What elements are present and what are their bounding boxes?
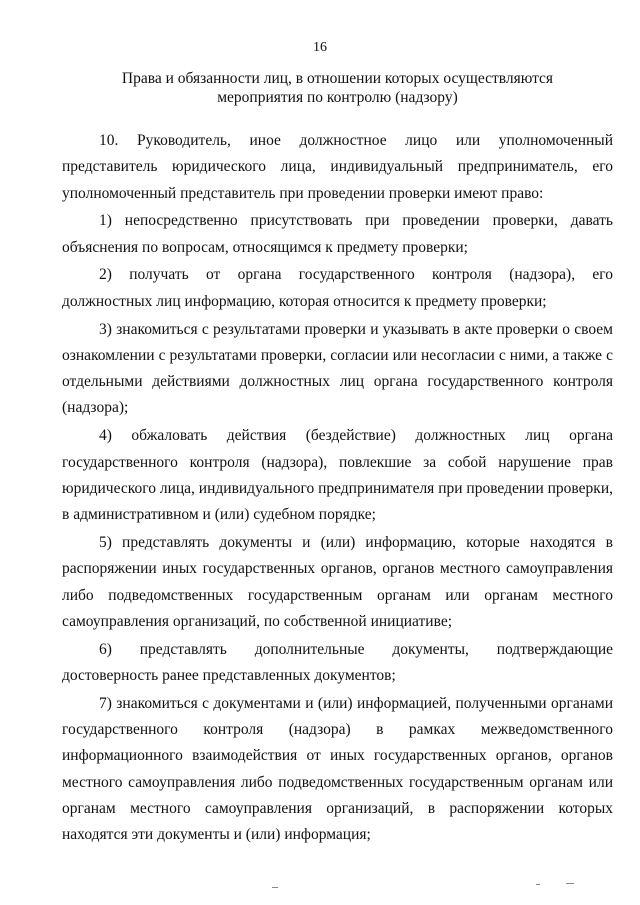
page-number: 16 <box>313 40 327 55</box>
paragraph-item-6: 6) представлять дополнительные документы, подтверждающие достоверность ранее представленных документов; <box>62 640 613 684</box>
paragraph-item-5: 5) представлять документы и (или) информацию, которые находятся в распоряжении иных государственных органов, органов местного самоуправления либо подведомственных государственным органам или органам местного самоуправления организаций, по собственной инициативе; <box>62 533 613 630</box>
scan-speck <box>272 887 278 888</box>
paragraph-10: 10. Руководитель, иное должностное лицо или уполномоченный представитель юридического лица, индивидуальный предприниматель, его уполномоченный представитель при проведении проверки имеют право: <box>62 132 613 202</box>
document-body <box>62 128 613 850</box>
paragraph-item-2: 2) получать от органа государственного контроля (надзора), его должностных лиц информацию, которая относится к предмету проверки; <box>62 266 613 310</box>
paragraph-item-7: 7) знакомиться с документами и (или) информацией, полученными органами государственного контроля (надзора) в рамках межведомственного информационного взаимодействия от иных государственных органов, органов местного самоуправления либо подведомственных государственным органам или органам местного самоуправления организаций, в распоряжении которых находятся эти документы и (или) информация; <box>62 694 613 844</box>
paragraph-item-4: 4) обжаловать действия (бездействие) должностных лиц органа государственного контроля (надзора), повлекшие за собой нарушение прав юридического лица, индивидуального предпринимателя при проведении проверки, в административном и (или) судебном порядке; <box>62 427 613 524</box>
section-title-line-1: Права и обязанности лиц, в отношении которых осуществляются <box>121 70 554 87</box>
section-title-line-2: мероприятия по контролю (надзору) <box>217 89 458 106</box>
paragraph-item-3: 3) знакомиться с результатами проверки и указывать в акте проверки о своем ознакомлении с результатами проверки, согласии или несогласии с ними, а также с отдельными действиями должностных лиц органа государственного контроля (надзора); <box>62 320 613 417</box>
section-title <box>62 69 613 107</box>
scan-speck <box>566 883 574 884</box>
scan-speck <box>536 884 540 885</box>
paragraph-item-1: 1) непосредственно присутствовать при проведении проверки, давать объяснения по вопросам, относящимся к предмету проверки; <box>62 212 613 256</box>
